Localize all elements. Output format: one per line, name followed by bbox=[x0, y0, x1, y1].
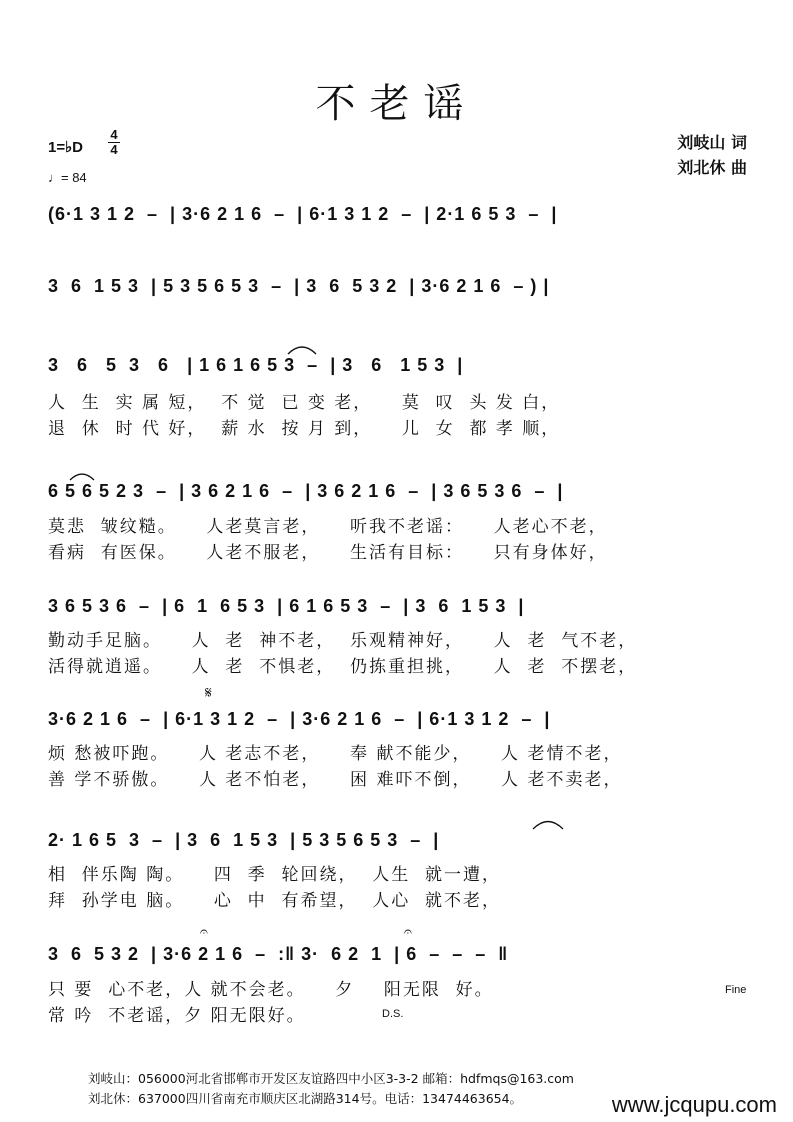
page-title: 不老谣 bbox=[315, 81, 478, 127]
system-6-lyric-1: 烦 愁被吓跑。 人 老志不老， 奉 献不能少， 人 老情不老， bbox=[48, 744, 623, 764]
fine-mark: Fine bbox=[725, 984, 747, 996]
fermata-mark-1: 𝄐 bbox=[200, 924, 208, 940]
system-1-notes: (6·1 3 1 2 – | 3·6 2 1 6 – | 6·1 3 1 2 – | 2·1 6 5 3 – | bbox=[48, 204, 558, 224]
system-7-lyric-2: 拜 孙学电 脑。 心 中 有希望， 人心 就不老， bbox=[48, 891, 502, 911]
system-6-lyric-2: 善 学不骄傲。 人 老不怕老， 困 难吓不倒， 人 老不卖老， bbox=[48, 770, 623, 790]
fermata-mark-2: 𝄐 bbox=[404, 924, 412, 940]
system-3-lyric-1: 人 生 实 属 短， 不 觉 已 变 老， 莫 叹 头 发 白， bbox=[48, 393, 561, 413]
segno-mark: 𝄋 bbox=[205, 683, 212, 702]
lyricist-credit: 刘岐山 词 bbox=[677, 133, 747, 152]
system-4-lyric-1: 莫悲 皱纹糙。 人老莫言老， 听我不老谣： 人老心不老， bbox=[48, 517, 608, 537]
system-4-lyric-2: 看病 有医保。 人老不服老， 生活有目标： 只有身体好， bbox=[48, 543, 608, 563]
footer-lyricist-address: 刘岐山：056000河北省邯郸市开发区友谊路四中小区3-3-2 邮箱：hdfmqs@163.com bbox=[88, 1071, 574, 1086]
site-watermark: www.jcqupu.com bbox=[608, 1092, 781, 1118]
system-8-lyric-2: 常 吟 不老谣，夕 阳无限好。 bbox=[48, 1006, 306, 1026]
system-5-lyric-1: 勤动手足脑。 人 老 神不老， 乐观精神好， 人 老 气不老， bbox=[48, 631, 638, 651]
meter-top: 4 bbox=[110, 127, 118, 142]
system-3-lyric-2: 退 休 时 代 好， 薪 水 按 月 到， 儿 女 都 孝 顺， bbox=[48, 419, 561, 439]
system-8-lyric-1: 只 要 心不老，人 就不会老。 夕 阳无限 好。 bbox=[48, 980, 494, 1000]
system-6-notes: 3·6 2 1 6 – | 6·1 3 1 2 – | 3·6 2 1 6 – | 6·1 3 1 2 – | bbox=[48, 709, 551, 729]
key-signature: 1=♭D bbox=[48, 139, 84, 156]
system-8-notes: 3 6 5 3 2 | 3·6 2 1 6 – :‖ 3· 6 2 1 | 6 – – – ‖ bbox=[48, 944, 509, 964]
footer-composer-address: 刘北休：637000四川省南充市顺庆区北湖路314号。电话：13474463654。 bbox=[88, 1091, 523, 1106]
meter-bottom: 4 bbox=[110, 142, 118, 157]
system-2-notes: 3 6 1 5 3 | 5 3 5 6 5 3 – | 3 6 5 3 2 | 3·6 2 1 6 – ) | bbox=[48, 276, 550, 296]
system-3-notes: 3 6 5 3 6 | 1 6 1 6 5 3 – | 3 6 1 5 3 | bbox=[48, 355, 464, 375]
system-5-notes: 3 6 5 3 6 – | 6 1 6 5 3 | 6 1 6 5 3 – | 3 6 1 5 3 | bbox=[48, 596, 525, 616]
system-7-lyric-1: 相 伴乐陶 陶。 四 季 轮回绕， 人生 就一遭， bbox=[48, 865, 502, 885]
system-4-notes: 6 5 6 5 2 3 – | 3 6 2 1 6 – | 3 6 2 1 6 – | 3 6 5 3 6 – | bbox=[48, 481, 564, 501]
system-7-notes: 2· 1 6 5 3 – | 3 6 1 5 3 | 5 3 5 6 5 3 – | bbox=[48, 830, 440, 850]
tempo-marking: ♩= 84 bbox=[48, 170, 87, 185]
composer-credit: 刘北休 曲 bbox=[677, 158, 747, 177]
system-5-lyric-2: 活得就逍遥。 人 老 不惧老， 仍拣重担挑， 人 老 不摆老， bbox=[48, 657, 638, 677]
ds-mark: D.S. bbox=[382, 1008, 404, 1020]
